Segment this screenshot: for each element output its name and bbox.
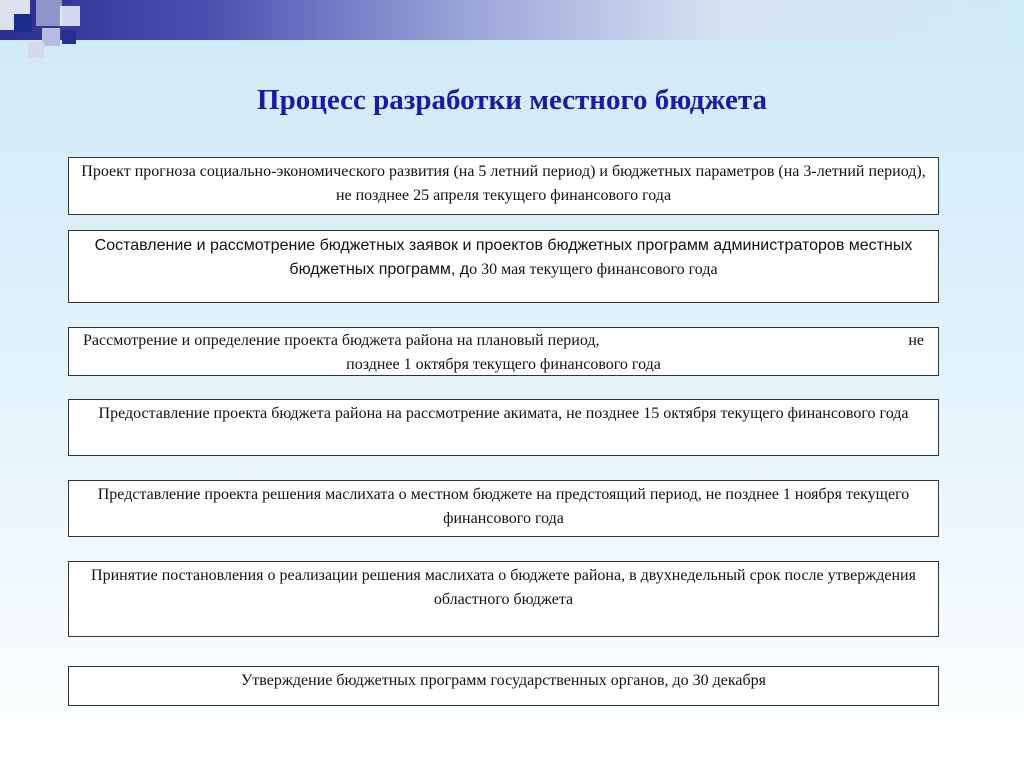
step-text: Составление и рассмотрение бюджетных заявок и проектов бюджетных программ администраторов местных бюджетных программ, д: [94, 237, 913, 278]
step-box-6: [68, 561, 939, 637]
step-text-deadline: о 30 мая текущего финансового года: [469, 261, 718, 278]
step-text: Представление проекта решения маслихата о местном бюджете на предстоящий период, не позднее 1 ноября текущего финансового года: [97, 486, 910, 527]
step-text: Утверждение бюджетных программ государственных органов, до 30 декабря: [240, 672, 767, 689]
decor-square: [62, 30, 76, 44]
decor-square: [42, 28, 60, 46]
step-box-3: [68, 327, 939, 376]
step-text: Рассмотрение и определение проекта бюджета района на плановый период,: [83, 332, 600, 349]
page-title: Процесс разработки местного бюджета: [257, 84, 767, 116]
decor-square: [36, 0, 62, 26]
step-box-1: [68, 157, 939, 215]
step-box-7: [68, 666, 939, 706]
step-text: Принятие постановления о реализации решения маслихата о бюджете района, в двухнедельный срок после утверждения областного бюджета: [91, 567, 916, 608]
decor-square: [60, 6, 80, 26]
decor-square: [14, 14, 32, 32]
step-box-5: [68, 480, 939, 537]
step-box-4: [68, 399, 939, 456]
step-text: позднее 1 октября текущего финансового года: [346, 356, 661, 373]
step-box-2: [68, 230, 939, 303]
step-text: Проект прогноза социально-экономического развития (на 5 летний период) и бюджетных параметров (на 3-летний период), не позднее 25 апреля текущего финансового года: [81, 163, 926, 204]
step-text: Предоставление проекта бюджета района на рассмотрение акимата, не позднее 15 октября текущего финансового года: [98, 405, 909, 422]
header-decor-band: [0, 0, 1024, 40]
decor-square: [28, 42, 44, 58]
step-text: не: [908, 332, 924, 349]
